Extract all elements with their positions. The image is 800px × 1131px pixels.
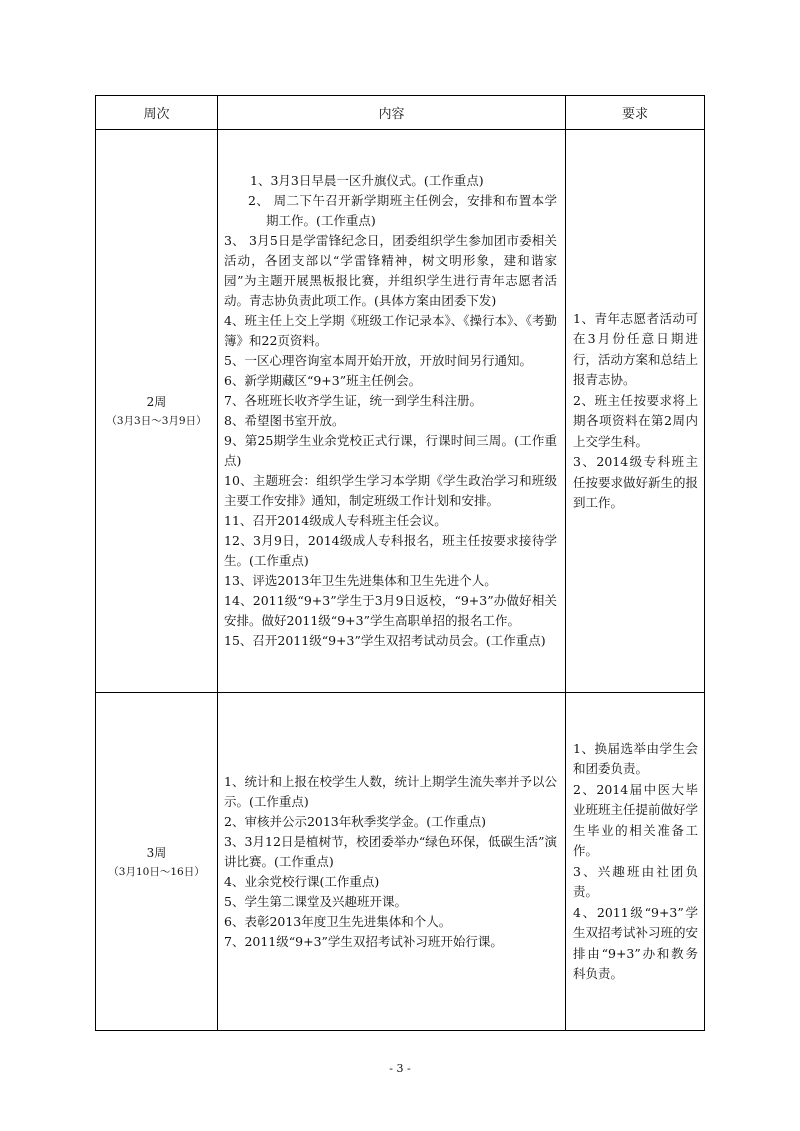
content-item: 7、各班班长收齐学生证，统一到学生科注册。 [224, 393, 482, 408]
requirement-item: 1、青年志愿者活动可在3月份任意日期进行，活动方案和总结上报青志协。 [573, 310, 699, 387]
content-item: 1、统计和上报在校学生人数，统计上期学生流失率并予以公示。(工作重点) [224, 773, 557, 809]
content-item: 4、班主任上交上学期《班级工作记录本》、《操行本》、《考勤簿》和22页资料。 [224, 313, 557, 348]
week-cell [96, 693, 218, 1031]
week-label: 3周 [146, 845, 167, 860]
content-item: 1、3月3日早晨一区升旗仪式。(工作重点) [250, 173, 484, 188]
content-item: 8、希望图书室开放。 [224, 413, 345, 428]
content-item: 6、表彰2013年度卫生先进集体和个人。 [224, 913, 452, 929]
week-range: （3月10日～16日） [108, 865, 205, 878]
content-item: 4、业余党校行课(工作重点) [224, 873, 380, 889]
content-item: 7、2011级“9+3”学生双招考试补习班开始行课。 [224, 933, 503, 949]
content-item: 10、主题班会：组织学生学习本学期《学生政治学习和班级主要工作安排》通知，制定班级工作计划和安排。 [224, 473, 557, 508]
requirement-item: 3、兴趣班由社团负责。 [573, 863, 698, 899]
content-item: 6、新学期藏区“9+3”班主任例会。 [224, 373, 422, 388]
header-week: 周次 [96, 96, 218, 130]
header-content: 内容 [218, 96, 566, 130]
requirement-item: 2、班主任按要求将上期各项资料在第2周内上交学生科。 [573, 392, 698, 449]
content-item: 9、第25期学生业余党校正式行课，行课时间三周。(工作重点) [224, 433, 557, 468]
week-label: 2周 [146, 395, 167, 409]
header-row [96, 96, 705, 130]
header-requirements: 要求 [566, 96, 705, 130]
requirement-item: 3、2014级专科班主任按要求做好新生的报到工作。 [573, 454, 699, 510]
week-cell [96, 130, 218, 693]
schedule-table [95, 95, 705, 1031]
content-item: 12、3月9日，2014级成人专科报名，班主任按要求接待学生。(工作重点) [224, 533, 557, 568]
week-range: （3月3日～3月9日） [106, 415, 207, 427]
requirement-item: 1、换届选举由学生会和团委负责。 [573, 740, 698, 776]
content-item: 14、2011级“9+3”学生于3月9日返校，“9+3”办做好相关安排。做好2011级“9+3”学生高职单招的报名工作。 [224, 593, 557, 628]
content-cell [218, 130, 566, 693]
table-row [96, 693, 705, 1031]
content-item: 5、学生第二课堂及兴趣班开课。 [224, 893, 407, 909]
content-cell [218, 693, 566, 1031]
content-item: 13、评选2013年卫生先进集体和卫生先进个人。 [224, 573, 497, 588]
content-item: 2、 周二下午召开新学期班主任例会，安排和布置本学期工作。(工作重点) [248, 193, 557, 228]
table-row [96, 130, 705, 693]
content-item: 2、审核并公示2013年秋季奖学金。(工作重点) [224, 813, 487, 829]
requirement-item: 2、2014届中医大毕业班班主任提前做好学生毕业的相关准备工作。 [573, 781, 699, 858]
content-item: 3、 3月5日是学雷锋纪念日，团委组织学生参加团市委相关活动，各团支部以“学雷锋精神，树文明形象，建和谐家园”为主题开展黑板报比赛，并组织学生进行青年志愿者活动。青志协负责此项工作。(具体方案由团委下发) [224, 233, 557, 308]
page-number: - 3 - [389, 1062, 411, 1075]
requirements-cell [566, 693, 705, 1031]
requirement-item: 4、2011级“9+3”学生双招考试补习班的安排由“9+3”办和教务科负责。 [573, 904, 699, 981]
content-item: 5、一区心理咨询室本周开始开放，开放时间另行通知。 [224, 353, 532, 368]
content-item: 15、召开2011级“9+3”学生双招考试动员会。(工作重点) [224, 633, 546, 648]
content-item: 11、召开2014级成人专科班主任会议。 [224, 513, 447, 528]
content-item: 3、3月12日是植树节，校团委举办“绿色环保，低碳生活”演讲比赛。(工作重点) [224, 833, 557, 869]
requirements-cell [566, 130, 705, 693]
